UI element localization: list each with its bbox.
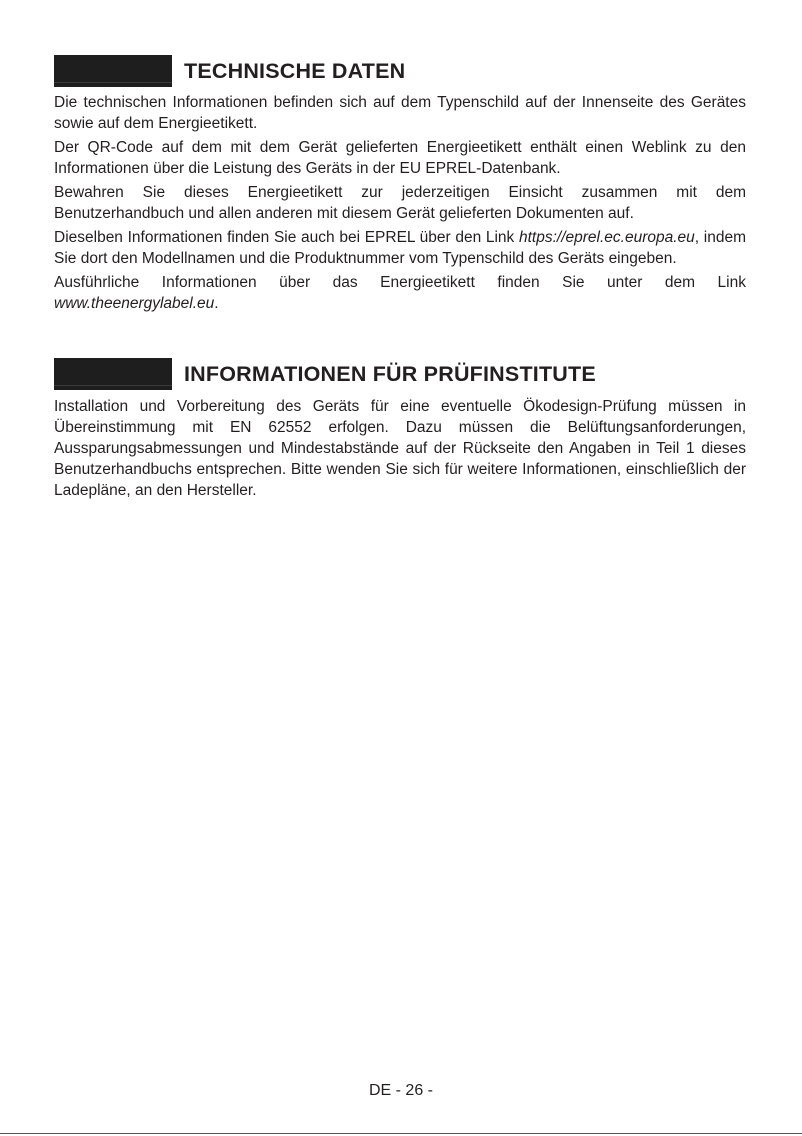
paragraph-eprel — [54, 227, 746, 269]
section-header-technische-daten — [54, 55, 405, 87]
bottom-divider — [0, 1133, 802, 1134]
paragraph-energylabel-text: Ausführliche Informationen über das Energieetikett finden Sie unter dem Link — [54, 274, 746, 291]
energylabel-link[interactable]: www.theenergylabel.eu — [54, 295, 215, 312]
section-body-pruefinstitute — [54, 396, 746, 504]
section-body-technische-daten — [54, 92, 746, 317]
eprel-link[interactable]: https://eprel.ec.europa.eu — [518, 229, 695, 246]
section-header-bar — [54, 55, 172, 87]
paragraph-typenschild: Die technischen Informationen befinden sich auf dem Typenschild auf der Innenseite des Gerätes sowie auf dem Energieetikett. — [54, 94, 746, 132]
section-header-pruefinstitute — [54, 358, 596, 390]
paragraph-energieetikett: Bewahren Sie dieses Energieetikett zur jederzeitigen Einsicht zusammen mit dem Benutzerhandbuch und allen anderen mit diesem Gerät gelieferten Dokumenten auf. — [54, 184, 746, 222]
section-title-pruefinstitute: INFORMATIONEN FÜR PRÜFINSTITUTE — [184, 362, 596, 386]
paragraph-qr-code: Der QR-Code auf dem mit dem Gerät gelieferten Energieetikett enthält einen Weblink zu den Informationen über die Leistung des Geräts in der EU EPREL-Datenbank. — [54, 139, 746, 177]
paragraph-energylabel — [54, 272, 746, 314]
paragraph-eprel-text-post: , indem Sie dort den Modellnamen und die Produktnummer vom Typenschild des Geräts eingeben. — [54, 229, 746, 267]
page-number: DE - 26 - — [368, 1082, 433, 1099]
section-header-bar — [54, 358, 172, 390]
paragraph-energylabel-text-post: . — [214, 295, 219, 312]
paragraph-eprel-text: Dieselben Informationen finden Sie auch bei EPREL über den Link — [54, 229, 519, 246]
paragraph-oekodesign: Installation und Vorbereitung des Geräts für eine eventuelle Ökodesign-Prüfung müssen in Übereinstimmung mit EN 62552 erfolgen. Dazu müssen die Belüftungsanforderungen, Aussparungsabmessungen und Mindestabstände auf der Rückseite den Angaben in Teil 1 dieses Benutzerhandbuchs entsprechen. Bitte wenden Sie sich für weitere Informationen, einschließlich der Ladepläne, an den Hersteller. — [54, 398, 746, 499]
section-title-technische-daten: TECHNISCHE DATEN — [184, 59, 406, 83]
